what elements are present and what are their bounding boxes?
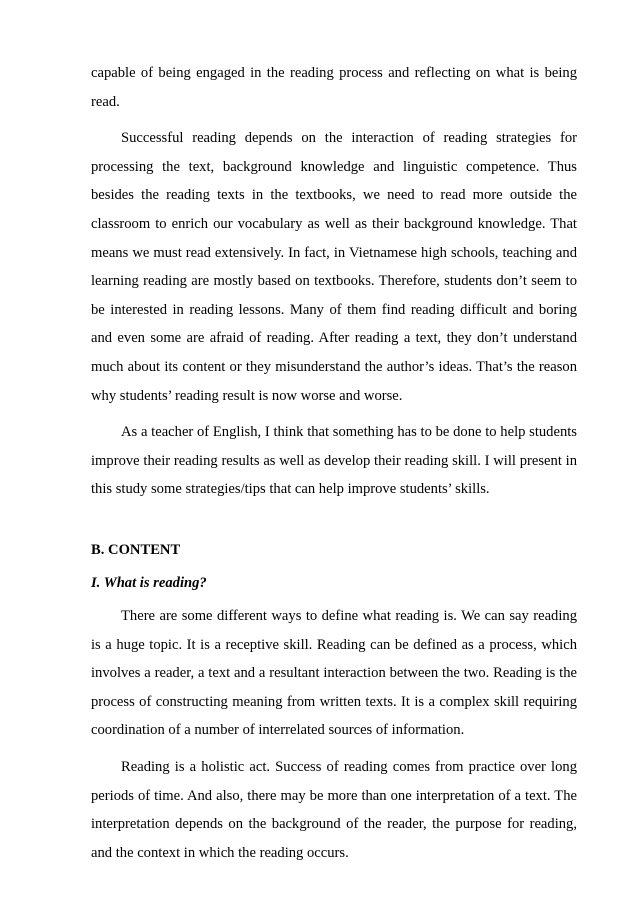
paragraph-successful-reading: Successful reading depends on the interaction of reading strategies for processing the text, background knowledge and linguistic competence. Thus besides the reading texts in the textbooks, we need to read more outside the classroom to enrich our vocabulary as well as their background knowledge. That means we must read extensively. In fact, in Vietnamese high schools, teaching and learning reading are mostly based on textbooks. Therefore, students don’t seem to be interested in reading lessons. Many of them find reading difficult and boring and even some are afraid of reading. After reading a text, they don’t understand much about its content or they misunderstand the author’s ideas. That’s the reason why students’ reading result is now worse and worse.	[91, 130, 577, 404]
document-page	[91, 59, 577, 867]
subsection-heading: I. What is reading?	[91, 574, 207, 591]
section-heading: B. CONTENT	[91, 541, 181, 558]
paragraph-continuation: capable of being engaged in the reading process and reflecting on what is being read.	[91, 65, 577, 110]
paragraph-define-reading: There are some different ways to define what reading is. We can say reading is a huge topic. It is a receptive skill. Reading can be defined as a process, which involves a reader, a text and a resultant interaction between the two. Reading is the process of constructing meaning from written texts. It is a complex skill requiring coordination of a number of interrelated sources of information.	[91, 608, 577, 739]
paragraph-holistic-act: Reading is a holistic act. Success of reading comes from practice over long periods of time. And also, there may be more than one interpretation of a text. The interpretation depends on the background of the reader, the purpose for reading, and the context in which the reading occurs.	[91, 759, 577, 861]
paragraph-teacher-of-english: As a teacher of English, I think that something has to be done to help students improve their reading results as well as develop their reading skill. I will present in this study some strategies/tips that can help improve students’ skills.	[91, 424, 577, 498]
